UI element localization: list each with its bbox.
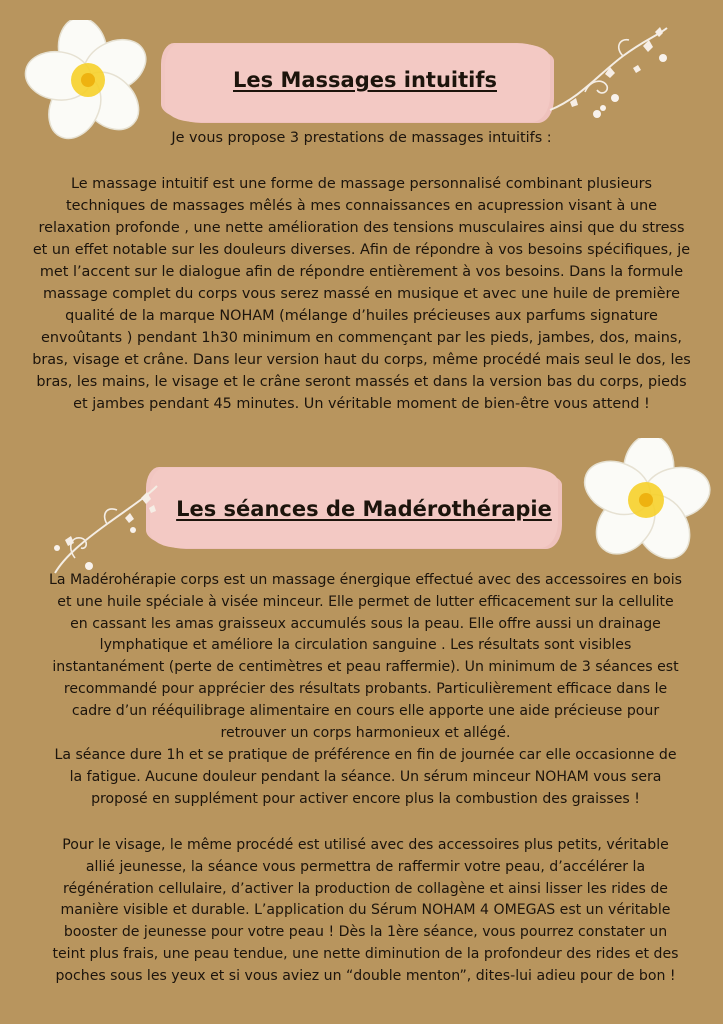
plumeria-flower-icon xyxy=(576,438,716,562)
maderotherapie-session-info: La séance dure 1h et se pratique de préférence en fin de journée car elle occasionne de la fatigue. Aucune douleur pendant la séance. Un sérum minceur NOHAM vous sera proposé en supplément pour activer encore plus la combustion des graisses ! xyxy=(54,747,677,807)
maderotherapie-face-description: Pour le visage, le même procédé est utilisé avec des accessoires plus petits, véritable allié jeunesse, la séance vous permettra de raffermir votre peau, d’accélérer la régénération cellulaire, d’activer la production de collagène et ainsi lisser les rides de manière visible et durable. L’application du Sérum NOHAM 4 OMEGAS est un véritable booster de jeunesse pour votre peau ! Dès la 1ère séance, vous pourrez constater un teint plus frais, une peau tendue, une nette diminution de la profondeur des rides et des poches sous les yeux et si vous aviez un “double menton”, dites-lui adieu pour de bon ! xyxy=(52,837,679,984)
section-title-massages: Les Massages intuitifs xyxy=(233,68,497,92)
section-title-maderotherapie: Les séances de Madérothérapie xyxy=(176,497,552,521)
floral-sprig-icon xyxy=(45,478,165,578)
massages-description: Le massage intuitif est une forme de massage personnalisé combinant plusieurs techniques de massages mêlés à mes connaissances en acupression visant à une relaxation profonde , une nette amélioration des tensions musculaires ainsi que du stress et un effet notable sur les douleurs diverses. Afin de répondre à vos besoins spécifiques, je met l’accent sur le dialogue afin de répondre entièrement à vos besoins. Dans la formule massage complet du corps vous serez massé en musique et avec une huile de première qualité de la marque NOHAM (mélange d’huiles précieuses aux parfums signature envoûtants ) pendant 1h30 minimum en commençant par les pieds, jambes, dos, mains, bras, visage et crâne. Dans leur version haut du corps, même procédé mais seul le dos, les bras, les mains, le visage et le crâne seront massés et dans la version bas du corps, pieds et jambes pendant 45 minutes. Un véritable moment de bien-être vous attend ! xyxy=(32,176,691,412)
maderotherapie-body-description: La Madérohérapie corps est un massage énergique effectué avec des accessoires en bois et une huile spéciale à visée minceur. Elle permet de lutter efficacement sur la cellulite en cassant les amas graisseux accumulés sous la peau. Elle offre aussi un drainage lymphatique et améliore la circulation sanguine . Les résultats sont visibles instantanément (perte de centimètres et peau raffermie). Un minimum de 3 séances est recommandé pour apprécier des résultats probants. Particulièrement efficace dans le cadre d’un rééquilibrage alimentaire en cours elle apporte une aide précieuse pour retrouver un corps harmonieux et allégé. xyxy=(49,572,682,741)
plumeria-flower-icon xyxy=(18,20,158,140)
intro-text: Je vous propose 3 prestations de massages intuitifs : xyxy=(171,130,552,146)
